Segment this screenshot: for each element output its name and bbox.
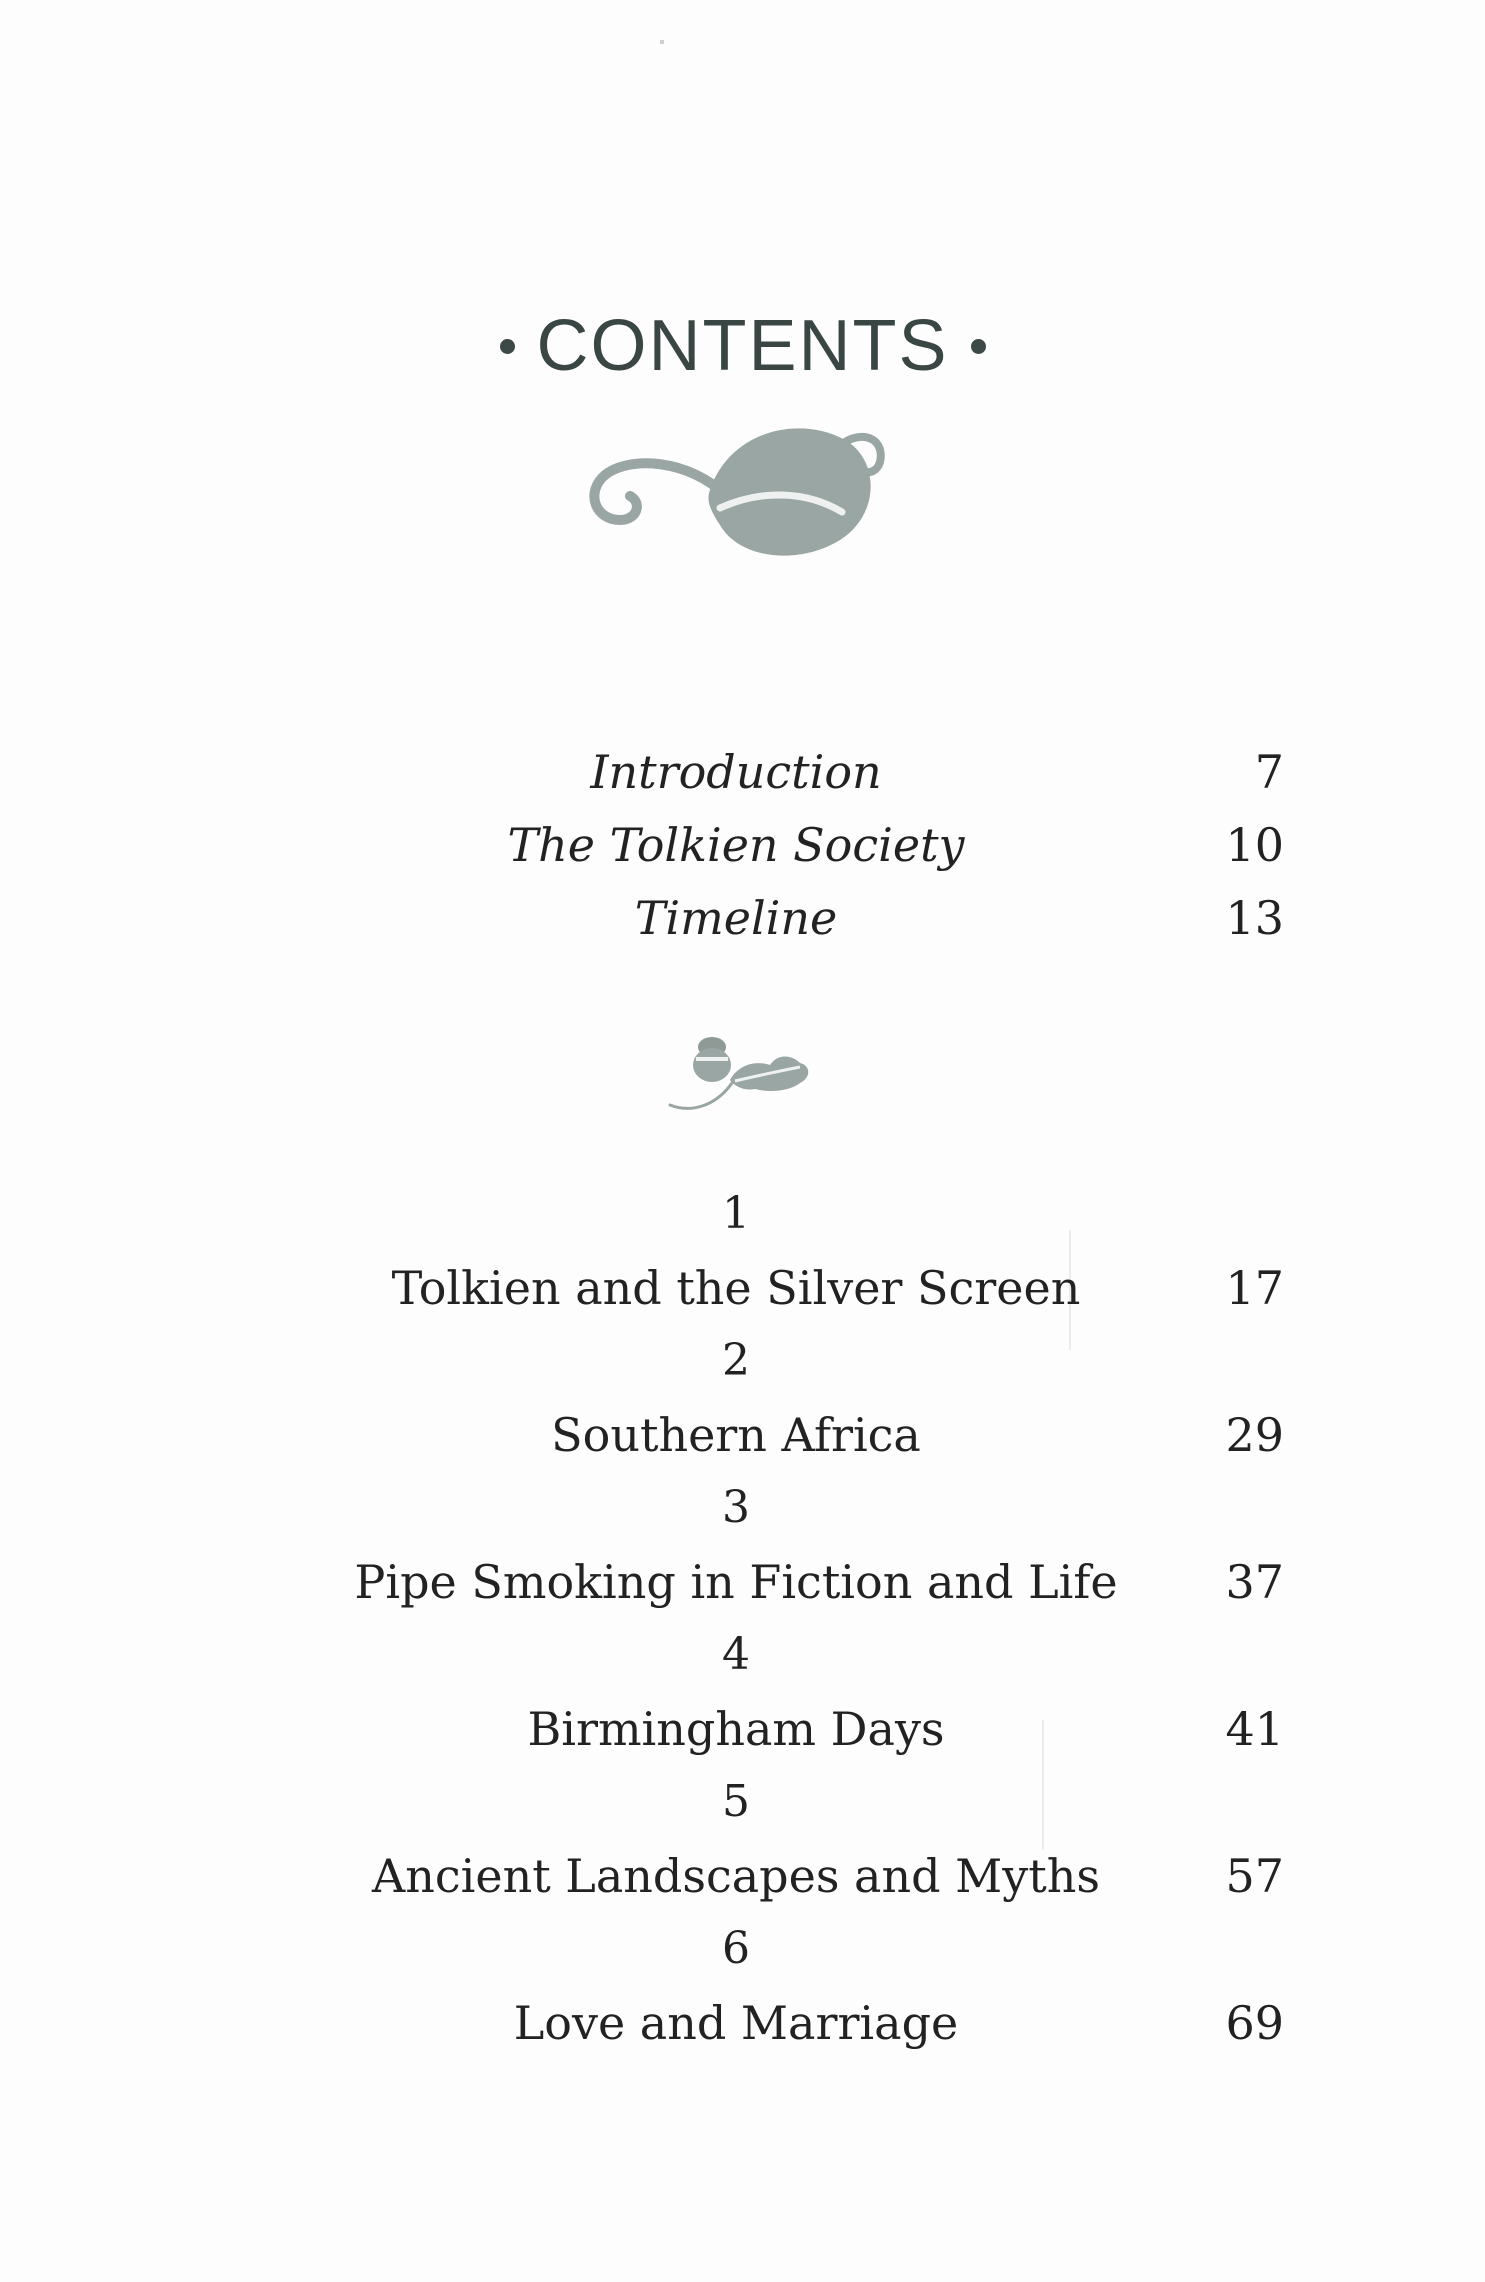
scan-speck — [660, 40, 664, 44]
chapter-number: 3 — [722, 1482, 750, 1533]
entry-page-number: 37 — [1225, 1555, 1284, 1609]
toc-entry-tolkien-society[interactable] — [0, 818, 1485, 878]
toc-entry-chapter-4[interactable] — [0, 1702, 1485, 1762]
entry-title: Tolkien and the Silver Screen — [391, 1261, 1081, 1315]
toc-entry-introduction[interactable] — [0, 745, 1485, 805]
chapter-number: 2 — [722, 1335, 750, 1386]
entry-page-number: 69 — [1225, 1996, 1284, 2050]
entry-title: Introduction — [590, 745, 882, 799]
chapter-number: 6 — [722, 1923, 750, 1974]
entry-title: Love and Marriage — [513, 1996, 959, 2050]
toc-entry-timeline[interactable] — [0, 891, 1485, 951]
acorn-oak-leaf-icon — [660, 1025, 820, 1119]
heading-text: CONTENTS — [536, 306, 949, 386]
entry-page-number: 41 — [1225, 1702, 1284, 1756]
entry-title: Pipe Smoking in Fiction and Life — [354, 1555, 1118, 1609]
toc-entry-chapter-6[interactable] — [0, 1996, 1485, 2056]
bullet-dot-icon — [500, 339, 515, 354]
entry-title: Birmingham Days — [527, 1702, 945, 1756]
toc-entry-chapter-1[interactable] — [0, 1261, 1485, 1321]
bullet-dot-icon — [971, 339, 986, 354]
entry-title: The Tolkien Society — [507, 818, 965, 872]
entry-page-number: 10 — [1225, 818, 1284, 872]
entry-page-number: 13 — [1225, 891, 1284, 945]
entry-page-number: 57 — [1225, 1849, 1284, 1903]
toc-entry-chapter-5[interactable] — [0, 1849, 1485, 1909]
entry-title: Ancient Landscapes and Myths — [372, 1849, 1100, 1903]
entry-page-number: 17 — [1225, 1261, 1284, 1315]
entry-title: Southern Africa — [551, 1408, 921, 1462]
chapter-number: 4 — [722, 1629, 750, 1680]
toc-entry-chapter-3[interactable] — [0, 1555, 1485, 1615]
chapter-number: 1 — [722, 1188, 750, 1239]
entry-title: Timeline — [634, 891, 838, 945]
chapter-number: 5 — [722, 1776, 750, 1827]
toc-entry-chapter-2[interactable] — [0, 1408, 1485, 1468]
entry-page-number: 7 — [1254, 745, 1284, 799]
leaf-flourish-icon — [580, 420, 900, 574]
entry-page-number: 29 — [1225, 1408, 1284, 1462]
contents-heading — [0, 305, 1485, 387]
